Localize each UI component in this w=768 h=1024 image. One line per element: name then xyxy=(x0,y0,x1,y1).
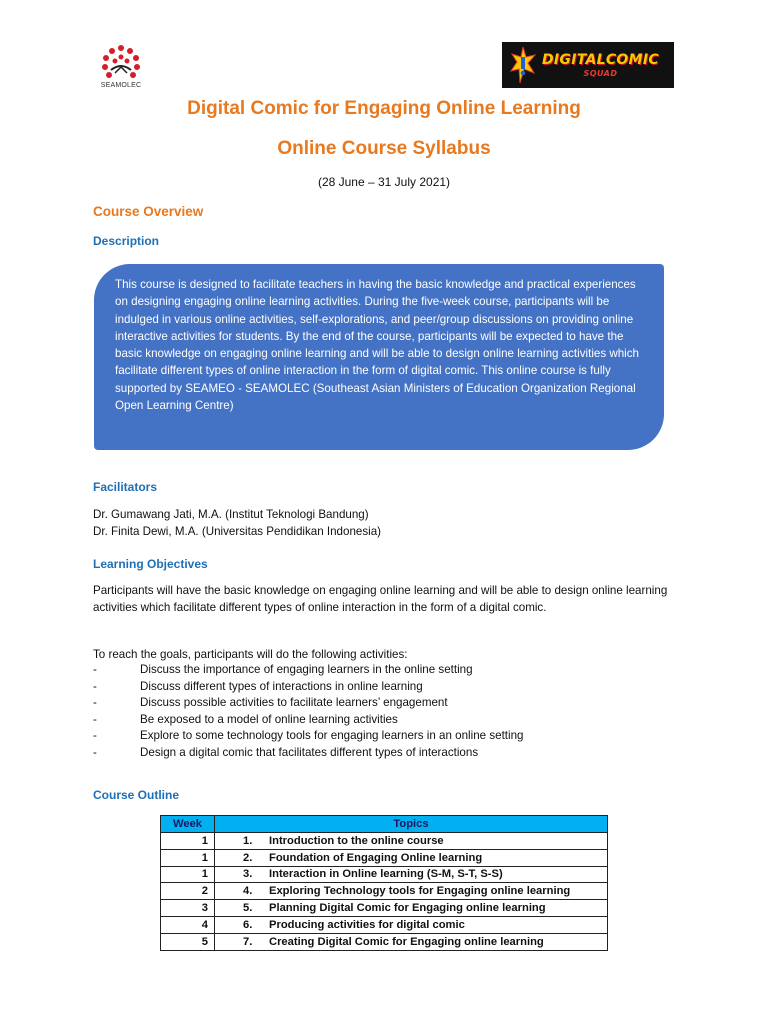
seamolec-logo-text: SEAMOLEC xyxy=(100,82,142,89)
document-title: Digital Comic for Engaging Online Learning xyxy=(187,98,581,119)
activity-text: Explore to some technology tools for engaging learners in an online setting xyxy=(140,729,524,742)
course-outline-table xyxy=(160,815,608,951)
topic-number: 1. xyxy=(243,834,253,847)
topic-cell xyxy=(215,849,608,866)
topic-text: Producing activities for digital comic xyxy=(269,918,465,931)
comic-badge-icon xyxy=(510,45,536,85)
course-dates: (28 June – 31 July 2021) xyxy=(317,175,451,189)
topic-number: 2. xyxy=(243,851,253,864)
topic-number: 7. xyxy=(243,935,253,948)
topic-text: Foundation of Engaging Online learning xyxy=(269,851,483,864)
activity-text: Be exposed to a model of online learning activities xyxy=(140,712,398,726)
week-cell: 3 xyxy=(161,900,215,917)
digitalcomic-wordmark: DIGITALCOMIC xyxy=(542,52,659,68)
topic-cell xyxy=(215,900,608,917)
week-cell: 4 xyxy=(161,916,215,933)
list-item xyxy=(93,745,523,762)
facilitators-list xyxy=(93,506,381,540)
table-row xyxy=(161,883,608,900)
topic-number: 3. xyxy=(243,868,253,881)
goals-intro: To reach the goals, participants will do the following activities: xyxy=(93,648,408,661)
facilitator-item: Dr. Gumawang Jati, M.A. (Institut Teknologi Bandung) xyxy=(93,508,369,521)
table-row xyxy=(161,833,608,850)
list-item xyxy=(93,728,523,745)
activity-text: Discuss different types of interactions in online learning xyxy=(140,679,423,693)
topic-text: Planning Digital Comic for Engaging online learning xyxy=(269,902,546,915)
week-cell: 1 xyxy=(161,849,215,866)
topic-cell xyxy=(215,916,608,933)
topic-number: 5. xyxy=(243,902,253,915)
description-box xyxy=(94,264,664,450)
topic-cell xyxy=(215,933,608,950)
topic-number: 4. xyxy=(243,885,253,898)
table-header-row xyxy=(161,816,608,833)
list-item xyxy=(93,712,523,729)
facilitators-heading: Facilitators xyxy=(93,480,158,494)
activity-text: Discuss the importance of engaging learners in the online setting xyxy=(140,663,473,676)
activities-list xyxy=(93,662,523,761)
table-row xyxy=(161,933,608,950)
document-subtitle: Online Course Syllabus xyxy=(277,138,491,159)
list-bullet: - xyxy=(93,696,97,709)
list-item xyxy=(93,679,523,696)
list-bullet: - xyxy=(93,745,97,759)
learning-objectives-heading: Learning Objectives xyxy=(93,557,208,571)
description-heading: Description xyxy=(93,234,160,248)
list-bullet: - xyxy=(93,663,97,676)
activity-text: Discuss possible activities to facilitate learners’ engagement xyxy=(140,696,448,709)
week-cell: 1 xyxy=(161,866,215,883)
table-row xyxy=(161,916,608,933)
topic-text: Creating Digital Comic for Engaging online learning xyxy=(269,935,544,948)
table-row xyxy=(161,849,608,866)
activity-text: Design a digital comic that facilitates different types of interactions xyxy=(140,745,479,759)
list-bullet: - xyxy=(93,729,97,742)
list-item xyxy=(93,662,523,679)
list-bullet: - xyxy=(93,712,97,726)
topic-text: Introduction to the online course xyxy=(269,834,444,847)
table-row xyxy=(161,866,608,883)
seamolec-logo xyxy=(96,44,146,96)
squad-wordmark: SQUAD xyxy=(583,69,618,78)
facilitator-item: Dr. Finita Dewi, M.A. (Universitas Pendidikan Indonesia) xyxy=(93,525,382,538)
seamolec-emblem-icon xyxy=(101,44,141,84)
topic-cell xyxy=(215,883,608,900)
list-item xyxy=(93,695,523,712)
week-cell: 5 xyxy=(161,933,215,950)
topic-text: Interaction in Online learning (S-M, S-T, S-S) xyxy=(269,868,503,881)
week-cell: 2 xyxy=(161,883,215,900)
week-cell: 1 xyxy=(161,833,215,850)
topic-number: 6. xyxy=(243,918,253,931)
objectives-text: Participants will have the basic knowledge on engaging online learning and will be able to design online learning activities which facilitate different types of online interaction in the form of a digital comic. xyxy=(93,584,668,614)
table-row xyxy=(161,900,608,917)
course-outline-heading: Course Outline xyxy=(93,788,180,802)
topic-text: Exploring Technology tools for Engaging online learning xyxy=(269,885,571,898)
topic-cell xyxy=(215,866,608,883)
column-header-week: Week xyxy=(161,816,215,833)
topic-cell xyxy=(215,833,608,850)
description-text: This course is designed to facilitate teachers in having the basic knowledge and practical experiences on designing engaging online learning activities. During the five-week course, participants will be indulged in various online activities, self-explorations, and peer/group discussions on providing online interactive activities for students. By the end of the course, participants will be expected to have the basic knowledge on engaging online learning and will be able to design online learning activities which facilitate different types of online interaction in the form of digital comic. This online course is fully supported by SEAMEO - SEAMOLEC (Southeast Asian Ministers of Education Organization Regional Open Learning Centre) xyxy=(115,278,640,413)
list-bullet: - xyxy=(93,679,97,693)
course-overview-heading: Course Overview xyxy=(93,204,204,219)
column-header-topics: Topics xyxy=(215,816,608,833)
digitalcomic-squad-logo xyxy=(502,42,674,88)
